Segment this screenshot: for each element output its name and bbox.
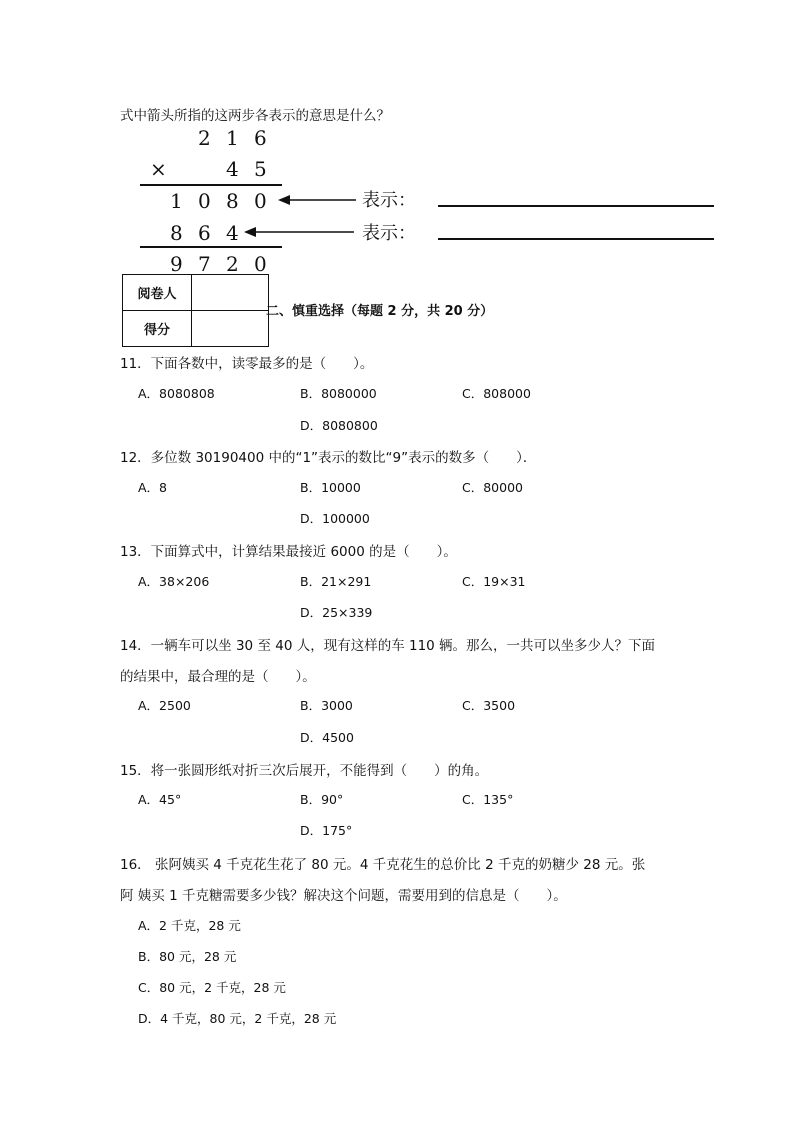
arrow-left-icon xyxy=(278,192,358,208)
option[interactable]: D．175° xyxy=(300,823,353,838)
option[interactable]: A．8 xyxy=(138,480,168,495)
option[interactable]: A．8080808 xyxy=(138,386,215,401)
option[interactable]: C．808000 xyxy=(462,386,531,401)
option[interactable]: C．80 元，2 千克，28 元 xyxy=(138,980,286,995)
score-cell[interactable] xyxy=(192,311,269,347)
reviewer-cell[interactable] xyxy=(192,275,269,311)
arrow-left-icon xyxy=(244,224,356,240)
question-stem-continued: 阿 姨买 1 千克糖需要多少钱？解决这个问题，需要用到的信息是（ ）。 xyxy=(120,888,567,904)
option[interactable]: B．8080000 xyxy=(300,386,377,401)
option[interactable]: B．90° xyxy=(300,792,344,807)
question-stem-continued: 的结果中，最合理的是（ ）。 xyxy=(120,669,316,685)
digit: 6 xyxy=(198,221,211,245)
digit: 4 xyxy=(226,221,239,245)
digit: 5 xyxy=(254,157,267,181)
option[interactable]: B．80 元，28 元 xyxy=(138,949,237,964)
times-sign: × xyxy=(150,157,167,181)
digit: 0 xyxy=(254,252,267,276)
score-table xyxy=(122,274,269,347)
option[interactable]: B．3000 xyxy=(300,698,353,713)
digit: 1 xyxy=(226,126,239,150)
option[interactable]: C．135° xyxy=(462,792,514,807)
option[interactable]: B．21×291 xyxy=(300,574,372,589)
option[interactable]: C．19×31 xyxy=(462,574,526,589)
answer-blank-1[interactable] xyxy=(438,205,714,207)
meaning-label-1: 表示： xyxy=(362,190,416,211)
question-stem: 12．多位数 30190400 中的“1”表示的数比“9”表示的数多（ ）． xyxy=(120,450,537,466)
option[interactable]: A．2 千克，28 元 xyxy=(138,918,241,933)
digit: 7 xyxy=(198,252,211,276)
digit: 8 xyxy=(170,221,183,245)
digit: 0 xyxy=(198,189,211,213)
digit: 1 xyxy=(170,189,183,213)
question-stem: 15．将一张圆形纸对折三次后展开，不能得到（ ）的角。 xyxy=(120,763,489,779)
score-label: 得分 xyxy=(123,311,192,347)
digit: 4 xyxy=(226,157,239,181)
question-stem: 14．一辆车可以坐 30 至 40 人，现有这样的车 110 辆。那么，一共可以坐多少人？下面 xyxy=(120,638,656,654)
option[interactable]: A．38×206 xyxy=(138,574,210,589)
option[interactable]: D．4500 xyxy=(300,730,354,745)
digit: 0 xyxy=(254,189,267,213)
option[interactable]: D．8080800 xyxy=(300,418,378,433)
option[interactable]: B．10000 xyxy=(300,480,361,495)
option[interactable]: A．45° xyxy=(138,792,182,807)
section-title: 二、慎重选择（每题 2 分，共 20 分） xyxy=(266,304,494,319)
option[interactable]: D．25×339 xyxy=(300,605,373,620)
sum-line xyxy=(140,246,282,248)
question-stem: 13．下面算式中，计算结果最接近 6000 的是（ ）。 xyxy=(120,544,457,560)
option[interactable]: A．2500 xyxy=(138,698,191,713)
question-stem: 16． 张阿姨买 4 千克花生花了 80 元。4 千克花生的总价比 2 千克的奶糖少 28 元。张 xyxy=(120,857,646,873)
sum-line xyxy=(140,184,282,186)
intro-question: 式中箭头所指的这两步各表示的意思是什么？ xyxy=(120,108,390,124)
option[interactable]: C．3500 xyxy=(462,698,516,713)
digit: 2 xyxy=(226,252,239,276)
meaning-label-2: 表示： xyxy=(362,223,416,244)
digit: 2 xyxy=(198,126,211,150)
option[interactable]: C．80000 xyxy=(462,480,523,495)
option[interactable]: D．100000 xyxy=(300,511,370,526)
question-stem: 11．下面各数中，读零最多的是（ ）。 xyxy=(120,356,374,372)
option[interactable]: D．4 千克，80 元，2 千克，28 元 xyxy=(138,1011,337,1026)
answer-blank-2[interactable] xyxy=(438,238,714,240)
reviewer-label: 阅卷人 xyxy=(123,275,192,311)
digit: 6 xyxy=(254,126,267,150)
digit: 8 xyxy=(226,189,239,213)
digit: 9 xyxy=(170,252,183,276)
